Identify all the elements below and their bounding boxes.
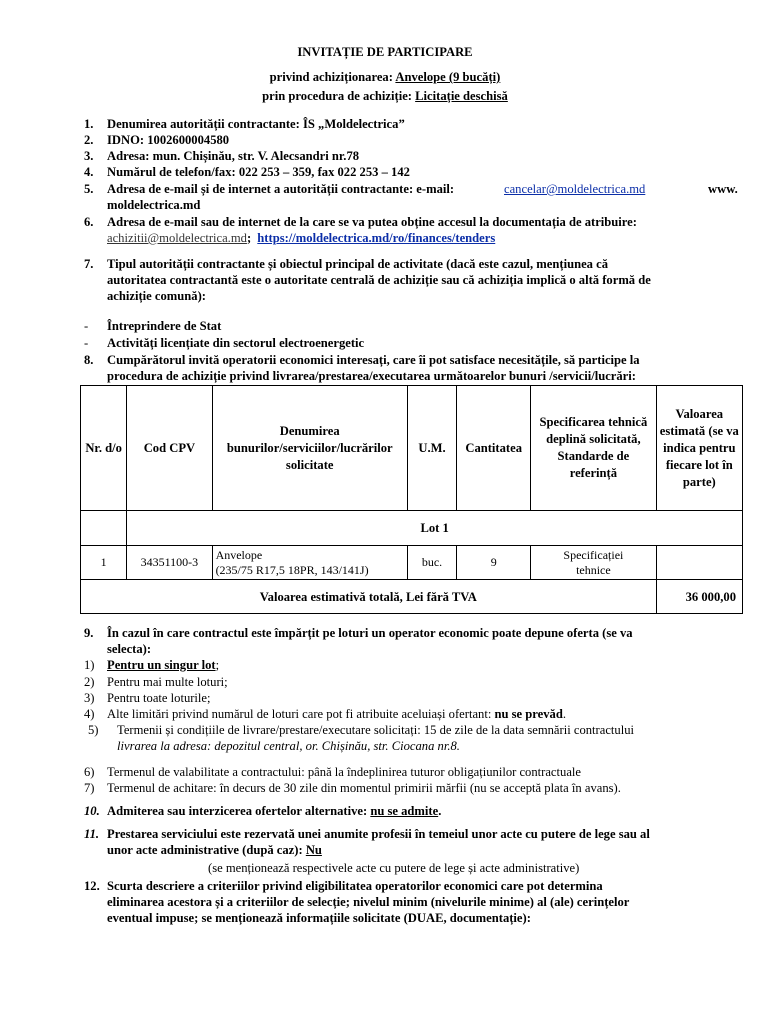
separator: ; [246,231,252,245]
item-number: 8. [84,353,94,367]
option-number: 6) [84,765,95,779]
goods-size: (235/75 R17,5 18PR, 143/141J) [215,562,369,577]
total-row [81,580,743,614]
text-line: selecta): [107,642,152,656]
option-tail: . [562,707,567,721]
text-line: procedura de achiziție privind livrarea/prestarea/executarea următoarelor bunuri /servicii/lucrări: [107,369,636,383]
option-lot-limits [107,706,566,722]
item-number: 3. [84,149,94,163]
spec-line: Specificației [563,547,624,562]
item-tail: . [438,804,442,818]
text-line: Prestarea serviciului este rezervată unei anumite profesii în temeiul unor acte cu putere de lege sau al [107,827,650,841]
text-line: Tipul autorității contractante și obiectul principal de activitate (dacă este cazul, mențiunea că [107,257,609,271]
option-text: Pentru un singur lot [107,658,216,672]
item-lots [107,625,743,657]
goods-name: Anvelope [215,547,263,562]
text-line: În cazul în care contractul este împărțit pe loturi un operator economic poate depune oferta (se va [107,626,633,640]
text-line: Cumpărătorul invită operatorii economici interesați, care îi pot satisface necesitățile, să participe la [107,353,640,367]
item-eligibility-criteria [107,878,707,926]
item-text: Admiterea sau interzicerea ofertelor alternative: [107,804,368,818]
option-text: Alte limitări privind numărul de loturi care pot fi atribuite aceluiași ofertant: [107,707,492,721]
header-specification: Specificarea tehnică deplină solicitată, Standarde de referință [531,386,656,511]
text-line: eventual impuse; se menționează informațiile solicitate (DUAE, documentație): [107,911,531,925]
website-domain: moldelectrica.md [107,198,201,212]
header-quantity: Cantitatea [457,386,531,511]
option-payment-term: Termenul de achitare: în decurs de 30 zile din momentul primirii mărfii (nu se acceptă plata în avans). [107,781,621,795]
text-line: eliminarea acestora și a criteriilor de selecție; nivelul minim (nivelurile minime) al (ale) cerințelor [107,895,630,909]
item-number: 5. [84,182,94,196]
table-row [81,546,743,580]
text-line: achiziție comună): [107,289,206,303]
item-number: 10. [84,804,100,818]
item-authority-name: Denumirea autorității contractante: ÎS „Moldelectrica” [107,117,405,131]
spec-line: tehnice [576,562,611,577]
item-note: (se menționează respectivele acte cu putere de lege și acte administrative) [208,861,580,875]
www-prefix: www. [708,182,738,196]
option-value: nu se prevăd [494,707,563,721]
cell-um: buc. [407,546,456,580]
option-number: 3) [84,691,95,705]
subtitle-procurement-prefix: privind achiziționarea: [269,70,393,84]
option-number: 1) [84,658,95,672]
item-number: 2. [84,133,94,147]
item-email-label: Adresa de e-mail și de internet a autorității contractante: e-mail: [107,182,455,196]
header-cpv: Cod CPV [127,386,212,511]
cell-quantity: 9 [457,546,531,580]
option-single-lot [107,657,219,673]
item-number: 1. [84,117,94,131]
authority-email-link[interactable]: cancelar@moldelectrica.md [504,182,646,196]
header-goods-name: Denumirea bunurilor/serviciilor/lucrărilor solicitate [212,386,407,511]
dash-mark: - [84,336,89,350]
cell-cpv: 34351100-3 [127,546,212,580]
header-estimated-value: Valoarea estimată (se va indica pentru fiecare lot în parte) [656,386,742,511]
subtitle-procedure-prefix: prin procedura de achiziție: [262,89,412,103]
text-line: autoritatea contractantă este o autoritate centrală de achiziție sau că achiziția implică o altă formă de [107,273,651,287]
subtitle-procurement [0,69,770,85]
item-value: Nu [305,843,322,857]
item-reserved-service [107,826,743,858]
option-all-lots: Pentru toate loturile; [107,691,211,705]
page-title: INVITAȚIE DE PARTICIPARE [297,45,473,59]
option-number: 4) [84,707,95,721]
item-invitation [107,352,743,384]
cell-specification [531,546,656,580]
item-phone-fax: Numărul de telefon/fax: 022 253 – 359, fax 022 253 – 142 [107,165,410,179]
cell-nr: 1 [81,546,127,580]
option-number: 2) [84,675,95,689]
total-value: 36 000,00 [656,580,742,614]
lot-label: Lot 1 [127,511,743,546]
item-alternative-offers [107,803,441,819]
item-number: 11. [84,827,100,841]
item-number: 9. [84,626,94,640]
subtitle-procedure-value: Licitație deschisă [415,89,508,103]
cell-goods-name [212,546,407,580]
header-nr: Nr. d/o [81,386,127,511]
item-idno: IDNO: 1002600004580 [107,133,230,147]
procurement-email-link[interactable]: achizitii@moldelectrica.md [107,231,247,245]
entity-type: Întreprindere de Stat [107,319,222,333]
option-tail: ; [215,658,220,672]
item-number: 12. [84,879,100,893]
header-um: U.M. [407,386,456,511]
option-number: 7) [84,781,95,795]
option-contract-validity: Termenul de valabilitate a contractului: până la îndeplinirea tuturor obligațiunilor contractuale [107,765,581,779]
text-line: Scurta descriere a criteriilor privind eligibilitatea operatorilor economici care pot determina [107,879,603,893]
lot-row [81,511,743,546]
delivery-address: livrarea la adresa: depozitul central, or. Chișinău, str. Ciocana nr.8. [117,739,460,753]
documentation-links [107,230,495,246]
subtitle-procurement-value: Anvelope (9 bucăți) [395,70,501,84]
total-label: Valoarea estimativă totală, Lei fără TVA [81,580,657,614]
tenders-url-link[interactable]: https://moldelectrica.md/ro/finances/tenders [257,231,496,245]
item-number: 6. [84,215,94,229]
item-address: Adresa: mun. Chișinău, str. V. Alecsandri nr.78 [107,149,360,163]
cell-estimated-value [656,546,742,580]
subtitle-procedure [0,88,770,104]
item-value: nu se admite [370,804,439,818]
item-documentation-access: Adresa de e-mail sau de internet de la care se va putea obține accesul la documentația de atribuire: [107,215,637,229]
text-line: unor acte administrative (după caz): Nu [107,843,322,857]
dash-mark: - [84,319,89,333]
lot-empty-cell [81,511,127,546]
item-authority-type [107,256,743,304]
item-number: 7. [84,257,94,271]
item-number: 4. [84,165,94,179]
main-activity: Activități licențiate din sectorul electroenergetic [107,336,365,350]
option-number: 5) [88,723,99,737]
procurement-table [80,385,743,614]
option-multiple-lots: Pentru mai multe loturi; [107,675,228,689]
table-header-row [81,386,743,511]
option-delivery-terms: Termenii și condițiile de livrare/prestare/executare solicitați: 15 de zile de la data semnării contractului [117,723,634,737]
